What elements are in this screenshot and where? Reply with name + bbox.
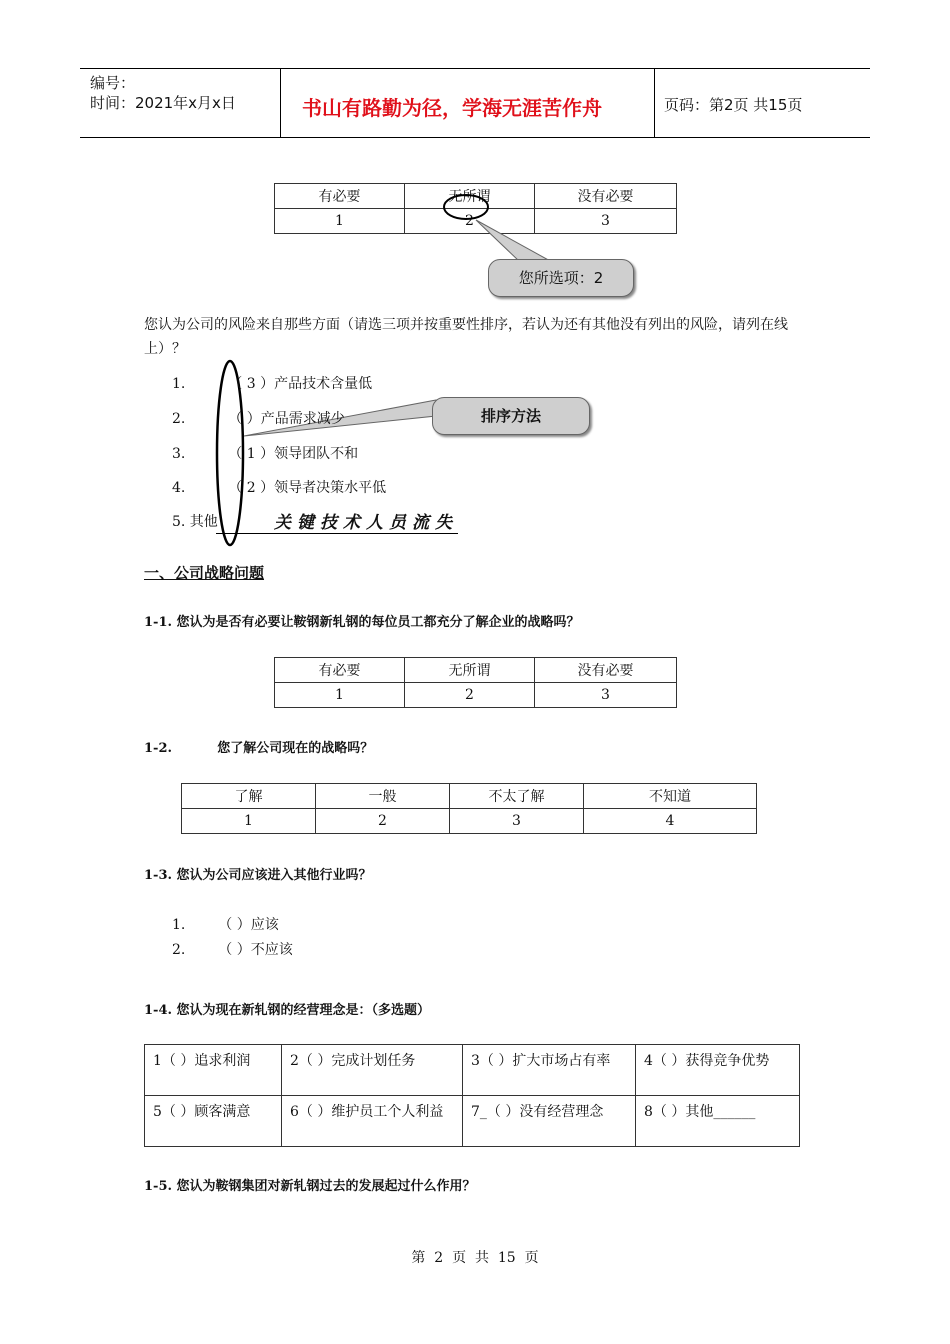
selection-callout-text: 您所选项：2 [518, 269, 604, 287]
table-cell: 2 [316, 809, 450, 834]
option-text: （ ）不应该 [218, 942, 293, 958]
table-cell: 2 [405, 683, 535, 708]
page-footer: 第 2 页 共 15 页 [411, 1250, 539, 1266]
table-cell: 5（ ）顾客满意 [145, 1096, 282, 1147]
item-text: 产品技术含量低 [274, 376, 373, 392]
item-text: 产品需求减少 [260, 411, 345, 427]
table-cell: 1 [275, 683, 405, 708]
header-page-info: 页码：第2页 共15页 [664, 96, 803, 114]
table-cell: 8（ ）其他______ [636, 1096, 800, 1147]
risk-question-line2: 上）？ [144, 341, 186, 357]
option-number: 2. [172, 942, 186, 958]
option-text: （ ）应该 [218, 917, 279, 933]
question-1-5: 1-5. 您认为鞍钢集团对新轧钢过去的发展起过什么作用？ [144, 1179, 476, 1194]
table-cell: 2 [405, 209, 535, 234]
section-title: 一、公司战略问题 [144, 564, 265, 582]
table-cell: 6（ ）维护员工个人利益 [282, 1096, 463, 1147]
question-1-3: 1-3. 您认为公司应该进入其他行业吗？ [144, 868, 372, 883]
item-rank: （ 1 ） [228, 446, 275, 462]
question-1-2: 1-2. 您了解公司现在的战略吗？ [144, 741, 374, 756]
question-1-1: 1-1. 您认为是否有必要让鞍钢新轧钢的每位员工都充分了解企业的战略吗？ [144, 615, 580, 630]
list-item [172, 914, 279, 934]
selection-circle [444, 195, 488, 219]
item-number: 3. [172, 446, 186, 462]
question-1-2-table [181, 783, 757, 834]
header-motto: 书山有路勤为径，学海无涯苦作舟 [302, 96, 602, 120]
table-header-cell: 没有必要 [535, 658, 677, 683]
item-number: 4. [172, 480, 186, 496]
table-cell: 7_（ ）没有经营理念 [463, 1096, 636, 1147]
table-cell: 1 [182, 809, 316, 834]
table-header-cell: 无所谓 [405, 184, 535, 209]
list-item [172, 408, 345, 428]
table-header-cell: 了解 [182, 784, 316, 809]
table-header-cell: 无所谓 [405, 658, 535, 683]
table-cell: 4（ ）获得竞争优势 [636, 1045, 800, 1096]
list-item [172, 939, 293, 959]
option-number: 1. [172, 917, 186, 933]
table-cell: 3（ ）扩大市场占有率 [463, 1045, 636, 1096]
list-item [172, 373, 372, 393]
table-cell: 2（ ）完成计划任务 [282, 1045, 463, 1096]
header-time: 时间：2021年x月x日 [90, 94, 236, 112]
other-label: 5. 其他 [172, 514, 218, 530]
selection-callout [488, 259, 634, 297]
item-number: 2. [172, 411, 186, 427]
table-header-cell: 有必要 [275, 658, 405, 683]
table-cell: 3 [450, 809, 584, 834]
item-rank: （ ） [228, 411, 261, 427]
table-cell: 1 [275, 209, 405, 234]
question-1-1-table [274, 657, 677, 708]
item-text: 领导者决策水平低 [274, 480, 387, 496]
item-rank: （ 2 ） [228, 480, 275, 496]
list-item [172, 477, 386, 497]
item-rank: （ 3 ） [228, 376, 275, 392]
callout-pointer [476, 220, 552, 262]
header-number: 编号： [90, 74, 136, 92]
table-header-cell: 不知道 [584, 784, 757, 809]
risk-question-line1: 您认为公司的风险来自那些方面（请选三项并按重要性排序，若认为还有其他没有列出的风险，请列在线 [144, 317, 788, 333]
table-header-cell: 不太了解 [450, 784, 584, 809]
other-answer: 关键技术人员流失 [216, 508, 458, 534]
sorting-method-text: 排序方法 [480, 407, 541, 425]
table-header-cell: 有必要 [275, 184, 405, 209]
item-number: 1. [172, 376, 186, 392]
list-item-other [172, 511, 218, 531]
table-header-cell: 一般 [316, 784, 450, 809]
question-1-4: 1-4. 您认为现在新轧钢的经营理念是：（多选题） [144, 1003, 431, 1018]
table-cell: 4 [584, 809, 757, 834]
table-cell: 3 [535, 683, 677, 708]
list-item [172, 443, 358, 463]
table-header-cell: 没有必要 [535, 184, 677, 209]
table-cell: 3 [535, 209, 677, 234]
sorting-method-callout [432, 397, 590, 435]
question-1-4-table [144, 1044, 800, 1147]
table-cell: 1（ ）追求利润 [145, 1045, 282, 1096]
item-text: 领导团队不和 [274, 446, 359, 462]
